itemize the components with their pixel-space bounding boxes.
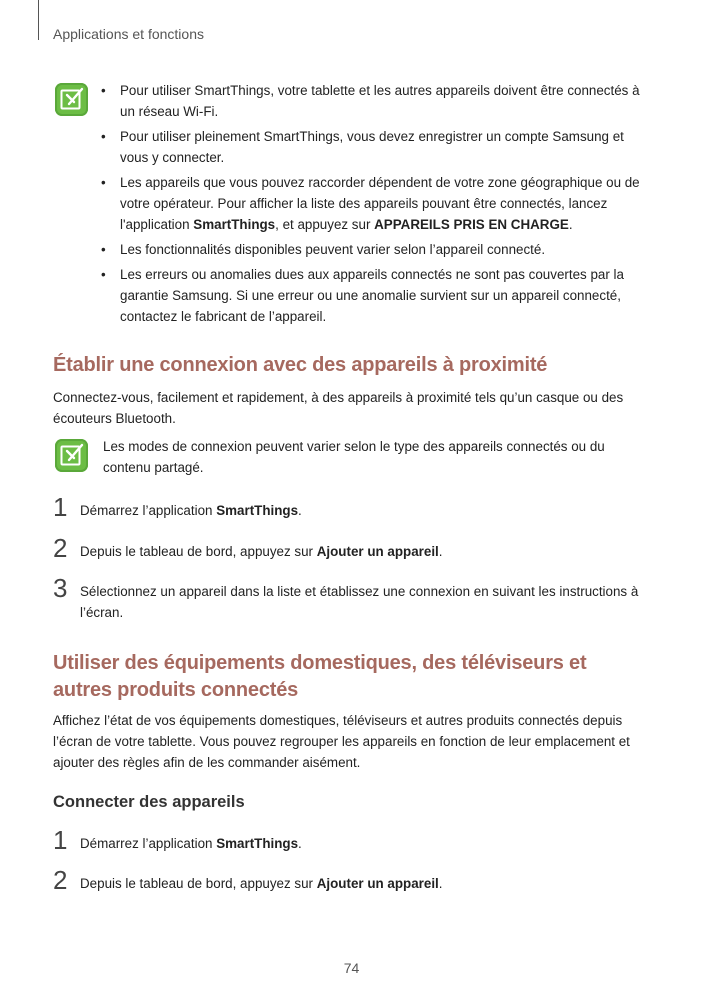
note-bullet-item: • Pour utiliser SmartThings, votre tablette et les autres appareils doivent être connectés à un réseau Wi-Fi. [101,83,640,119]
step-text: Sélectionnez un appareil dans la liste et établissez une connexion en suivant les instructions à l’écran. [80,584,639,620]
note-bullet-list [101,80,641,331]
step-text: Depuis le tableau de bord, appuyez sur Ajouter un appareil. [80,876,443,891]
step-item [53,825,643,855]
margin-rule [38,0,39,40]
step-number: 1 [53,492,68,522]
section-intro: Connectez-vous, facilement et rapidement, à des appareils à proximité tels qu’un casque ou des écouteurs Bluetooth. [53,390,624,426]
step-number: 3 [53,573,68,603]
step-text: Depuis le tableau de bord, appuyez sur Ajouter un appareil. [80,544,443,559]
step-item [53,533,643,563]
step-number: 2 [53,865,68,895]
note-text: Les modes de connexion peuvent varier selon le type des appareils connectés ou du contenu partagé. [103,439,605,475]
step-item [53,573,643,623]
step-text: Démarrez l’application SmartThings. [80,836,302,851]
section-title: Établir une connexion avec des appareils à proximité [53,354,548,376]
note-bullet-item: • Les fonctionnalités disponibles peuvent varier selon l’appareil connecté. [101,242,546,257]
step-item [53,492,643,522]
subsection-heading: Connecter des appareils [53,793,245,811]
step-text: Démarrez l’application SmartThings. [80,503,302,518]
step-number: 2 [53,533,68,563]
note-pencil-icon [55,83,88,116]
running-head: Applications et fonctions [53,26,204,42]
section-intro: Affichez l’état de vos équipements domestiques, téléviseurs et autres produits connectés depuis l’écran de votre tablette. Vous pouvez regrouper les appareils en fonction de leur emplacement et ajouter des règles afin de les commander aisément. [53,713,630,770]
note-bullet-item: • Les erreurs ou anomalies dues aux appareils connectés ne sont pas couvertes par la garantie Samsung. Si une erreur ou une anomalie survient sur un appareil connecté, contactez le fabricant de l’appareil. [101,267,624,324]
step-item [53,865,643,895]
step-number: 1 [53,825,68,855]
note-bullet-item: • Les appareils que vous pouvez raccorder dépendent de votre zone géographique ou de votre opérateur. Pour afficher la liste des appareils pouvant être connectés, lancez l'application SmartThings, et appuyez sur APPAREILS PRIS EN CHARGE. [101,175,640,232]
page-number: 74 [343,960,360,976]
note-bullet-item: • Pour utiliser pleinement SmartThings, vous devez enregistrer un compte Samsung et vous y connecter. [101,129,624,165]
section-title: Utiliser des équipements domestiques, des téléviseurs et autres produits connectés [53,652,587,701]
note-pencil-icon [55,439,88,472]
